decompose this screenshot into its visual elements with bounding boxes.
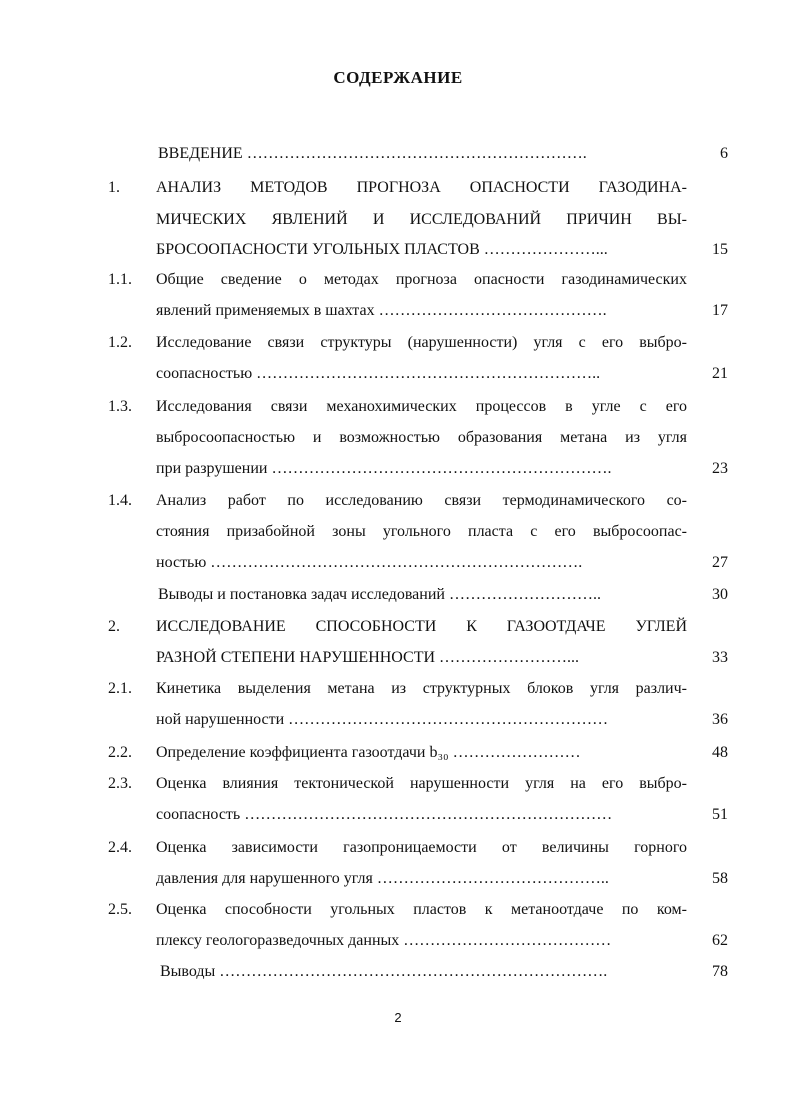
toc-line bbox=[0, 489, 796, 513]
section-title: давления для нарушенного угля …………………………………….. bbox=[156, 870, 609, 887]
toc-line bbox=[0, 457, 796, 481]
section-title: Анализ работ по исследованию связи термодинамического со- bbox=[156, 492, 687, 509]
toc-line bbox=[0, 677, 796, 701]
section-title: ВВЕДЕНИЕ ………………………………………………………. bbox=[158, 145, 587, 162]
section-title: Оценка влияния тектонической нарушенности угля на его выбро- bbox=[156, 775, 687, 792]
section-title: соопасность …………………………………………………………… bbox=[156, 806, 613, 823]
page-number: 2 bbox=[394, 1010, 402, 1025]
section-number: 1. bbox=[108, 179, 120, 196]
toc-line bbox=[0, 708, 796, 732]
page-ref: 58 bbox=[712, 870, 728, 887]
page-ref: 48 bbox=[712, 744, 728, 761]
toc-line bbox=[0, 803, 796, 827]
section-number: 1.3. bbox=[108, 398, 132, 415]
page-ref: 30 bbox=[712, 586, 728, 603]
section-number: 2.3. bbox=[108, 775, 132, 792]
section-title: ИССЛЕДОВАНИЕ СПОСОБНОСТИ К ГАЗООТДАЧЕ УГЛЕЙ bbox=[156, 618, 687, 635]
page-ref: 51 bbox=[712, 806, 728, 823]
toc-line bbox=[0, 362, 796, 386]
section-number: 1.2. bbox=[108, 334, 132, 351]
toc-line bbox=[0, 299, 796, 323]
toc-line bbox=[0, 331, 796, 355]
section-title: Оценка способности угольных пластов к метаноотдаче по ком- bbox=[156, 901, 687, 918]
page-ref: 78 bbox=[712, 963, 728, 980]
section-title: явлений применяемых в шахтах ……………………………………. bbox=[156, 302, 607, 319]
section-number: 2. bbox=[108, 618, 120, 635]
page-ref: 17 bbox=[712, 302, 728, 319]
page-ref: 62 bbox=[712, 932, 728, 949]
page-ref: 33 bbox=[712, 649, 728, 666]
section-title: Определение коэффициента газоотдачи b₃₀ …………………… bbox=[156, 744, 581, 761]
section-title: выбросоопасностью и возможностью образования метана из угля bbox=[156, 429, 687, 446]
page-ref: 15 bbox=[712, 241, 728, 258]
toc-line bbox=[0, 395, 796, 419]
section-number: 2.2. bbox=[108, 744, 132, 761]
section-title: МИЧЕСКИХ ЯВЛЕНИЙ И ИССЛЕДОВАНИЙ ПРИЧИН ВЫ- bbox=[156, 211, 687, 228]
toc-line bbox=[0, 615, 796, 639]
toc-line bbox=[0, 741, 796, 765]
section-title: ной нарушенности …………………………………………………… bbox=[156, 711, 609, 728]
page-ref: 21 bbox=[712, 365, 728, 382]
toc-line bbox=[0, 772, 796, 796]
page-ref: 36 bbox=[712, 711, 728, 728]
toc-line bbox=[0, 142, 796, 166]
section-title: Кинетика выделения метана из структурных блоков угля различ- bbox=[156, 680, 687, 697]
toc-line bbox=[0, 426, 796, 450]
toc-line bbox=[0, 176, 796, 200]
section-title: соопасностью ……………………………………………………….. bbox=[156, 365, 601, 382]
toc-line bbox=[0, 929, 796, 953]
toc-line bbox=[0, 208, 796, 232]
toc-line bbox=[0, 867, 796, 891]
section-title: Оценка зависимости газопроницаемости от величины горного bbox=[156, 839, 687, 856]
section-number: 2.4. bbox=[108, 839, 132, 856]
page-title: СОДЕРЖАНИЕ bbox=[333, 68, 463, 87]
toc-line bbox=[0, 551, 796, 575]
section-number: 2.1. bbox=[108, 680, 132, 697]
toc-line bbox=[0, 583, 796, 607]
toc-line bbox=[0, 520, 796, 544]
section-title: РАЗНОЙ СТЕПЕНИ НАРУШЕННОСТИ ……………………... bbox=[156, 649, 580, 666]
page-ref: 6 bbox=[720, 145, 728, 162]
section-title: при разрушении ………………………………………………………. bbox=[156, 460, 612, 477]
toc-line bbox=[0, 238, 796, 262]
section-number: 2.5. bbox=[108, 901, 132, 918]
section-title: Общие сведение о методах прогноза опасности газодинамических bbox=[156, 271, 687, 288]
section-title: стояния призабойной зоны угольного пласта с его выбросоопас- bbox=[156, 523, 687, 540]
section-title: ностью ……………………………………………………………. bbox=[156, 554, 583, 571]
toc-line bbox=[0, 646, 796, 670]
section-title: Выводы ………………………………………………………………. bbox=[160, 963, 608, 980]
section-title: плексу геологоразведочных данных ………………………………… bbox=[156, 932, 612, 949]
toc-line bbox=[0, 836, 796, 860]
toc-line bbox=[0, 960, 796, 984]
section-title: АНАЛИЗ МЕТОДОВ ПРОГНОЗА ОПАСНОСТИ ГАЗОДИНА- bbox=[156, 179, 687, 196]
section-number: 1.1. bbox=[108, 271, 132, 288]
section-title: БРОСООПАСНОСТИ УГОЛЬНЫХ ПЛАСТОВ …………………... bbox=[156, 241, 608, 258]
page-ref: 27 bbox=[712, 554, 728, 571]
toc-line bbox=[0, 898, 796, 922]
toc-line bbox=[0, 268, 796, 292]
page-ref: 23 bbox=[712, 460, 728, 477]
section-title: Исследование связи структуры (нарушенности) угля с его выбро- bbox=[156, 334, 687, 351]
section-number: 1.4. bbox=[108, 492, 132, 509]
section-title: Исследования связи механохимических процессов в угле с его bbox=[156, 398, 687, 415]
section-title: Выводы и постановка задач исследований ……………………….. bbox=[158, 586, 601, 603]
